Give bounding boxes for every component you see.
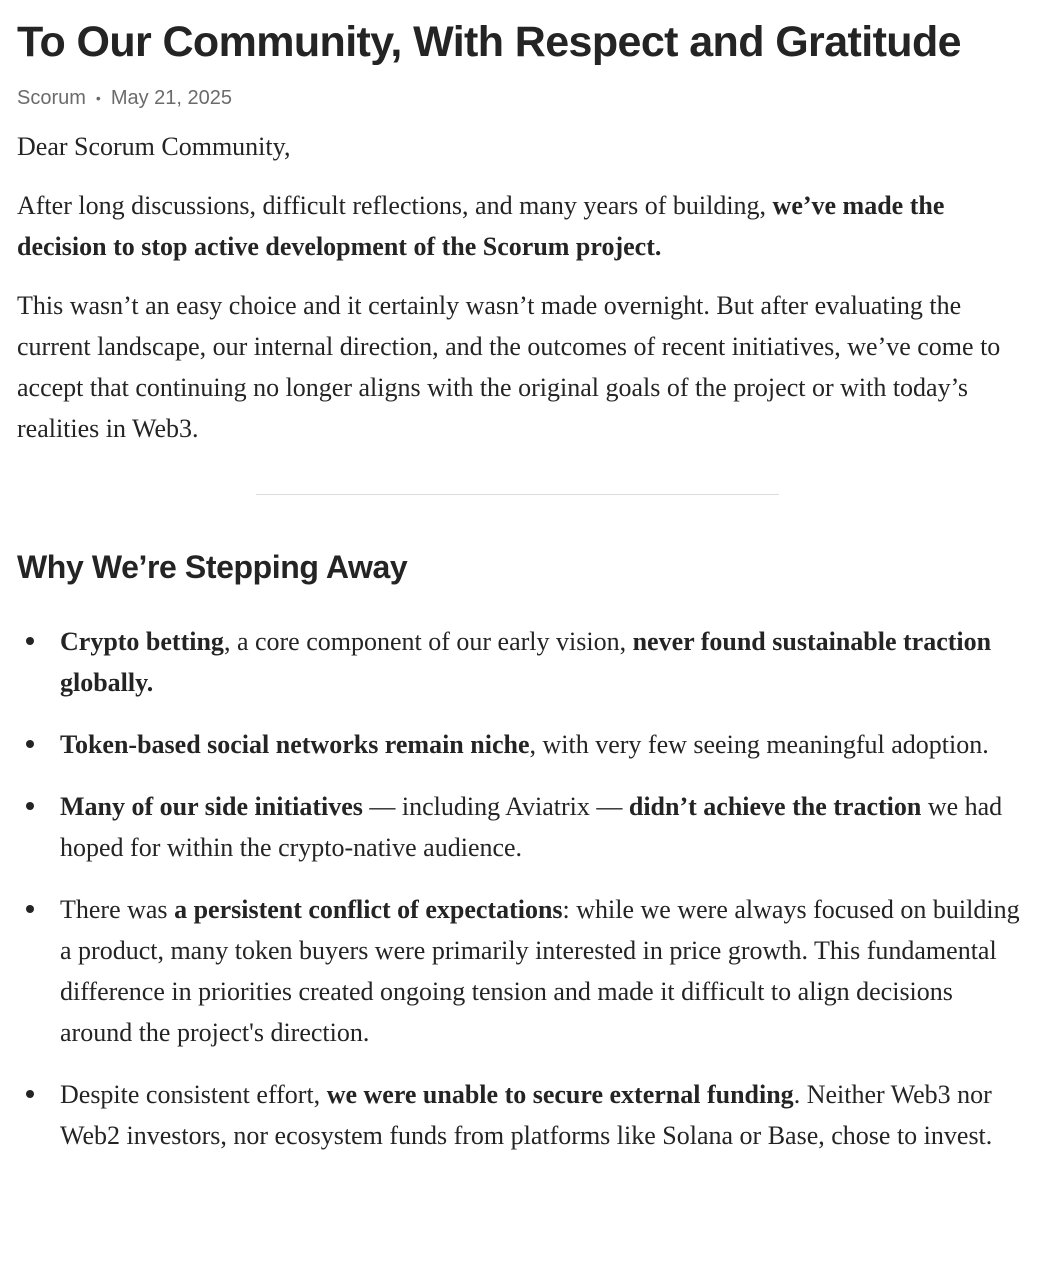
- meta-separator: •: [95, 90, 101, 106]
- intro-text: After long discussions, difficult reflections, and many years of building,: [17, 191, 773, 220]
- bullet-icon: [26, 1090, 34, 1098]
- reason-text: . Neither Web3 nor Web2 investors, nor ecosystem funds from platforms like Solana or Base, chose to invest.: [60, 1080, 993, 1150]
- reason-emphasis: a persistent conflict of expectations: [174, 895, 563, 924]
- list-item: [17, 724, 1027, 765]
- article-title: To Our Community, With Respect and Gratitude: [17, 18, 961, 66]
- greeting-paragraph: Dear Scorum Community,: [17, 132, 291, 161]
- reason-emphasis: didn’t achieve the traction: [628, 792, 922, 821]
- article: [17, 0, 1027, 1177]
- reasons-list: [17, 621, 1027, 1156]
- section-heading: Why We’re Stepping Away: [17, 549, 408, 585]
- list-item: [17, 786, 1027, 868]
- reason-emphasis: Many of our side initiatives: [60, 792, 363, 821]
- author-link[interactable]: Scorum: [17, 87, 86, 109]
- reason-emphasis: never found sustainable traction globally.: [60, 627, 992, 697]
- list-item: [17, 621, 1027, 703]
- context-paragraph: This wasn’t an easy choice and it certainly wasn’t made overnight. But after evaluating the current landscape, our internal direction, and the outcomes of recent initiatives, we’ve come to accept that continuing no longer aligns with the original goals of the project or with today’s realities in Web3.: [17, 291, 1001, 443]
- bullet-icon: [26, 740, 34, 748]
- bullet-icon: [26, 637, 34, 645]
- reason-emphasis: Token-based social networks remain niche: [60, 730, 530, 759]
- list-item: [17, 1074, 1027, 1156]
- reason-text: Despite consistent effort,: [60, 1080, 327, 1109]
- intro-paragraph: [17, 185, 1027, 267]
- bullet-icon: [26, 802, 34, 810]
- list-item: [17, 889, 1027, 1053]
- reason-emphasis: we were unable to secure external funding: [326, 1080, 794, 1109]
- reason-text: , with very few seeing meaningful adoption.: [529, 730, 989, 759]
- reason-text: — including Aviatrix —: [362, 792, 629, 821]
- reason-text: , a core component of our early vision,: [223, 627, 633, 656]
- article-meta: [17, 86, 1027, 110]
- reason-text: we had hoped for within the crypto-native audience.: [60, 792, 1003, 862]
- publish-date: May 21, 2025: [110, 87, 233, 109]
- intro-emphasis: we’ve made the decision to stop active development of the Scorum project.: [17, 191, 945, 261]
- reason-text: : while we were always focused on building a product, many token buyers were primarily interested in price growth. This fundamental difference in priorities created ongoing tension and made it difficult to align decisions around the project's direction.: [60, 895, 1020, 1047]
- reason-emphasis: Crypto betting: [60, 627, 224, 656]
- bullet-icon: [26, 905, 34, 913]
- reason-text: There was: [60, 895, 175, 924]
- section-divider: [256, 494, 779, 495]
